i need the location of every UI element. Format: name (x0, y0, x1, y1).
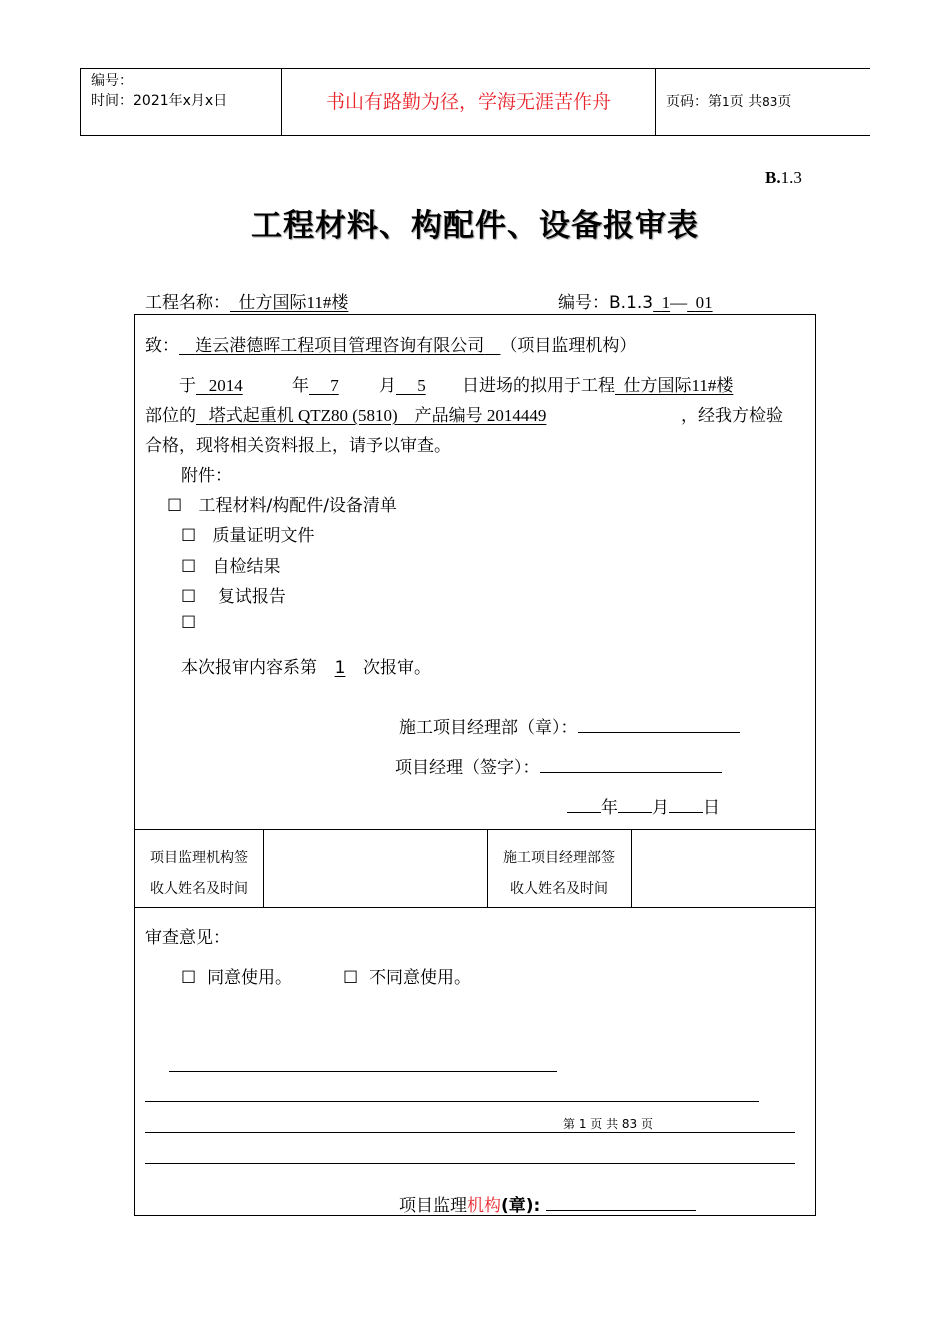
sign-date-row: 年 月 日 (567, 793, 720, 818)
supervisor-receipt-field[interactable] (265, 831, 485, 905)
entry-month: 7 (330, 376, 339, 395)
opinion-line[interactable] (169, 1071, 557, 1072)
opinion-line[interactable] (145, 1163, 795, 1164)
doc-code: B.1.3 (765, 168, 802, 187)
checkbox-icon[interactable]: ☐ (167, 496, 183, 516)
supervisor-seal-row: 项目监理机构(章): (399, 1191, 696, 1216)
product-number: 产品编号 2014449 (414, 406, 547, 425)
submission-count-row: 本次报审内容系第 1 次报审。 (181, 658, 431, 678)
attachment-4[interactable]: ☐ 复试报告 (181, 587, 286, 607)
attachment-2[interactable]: ☐ 质量证明文件 (181, 526, 315, 546)
page-footer: 第 1 页 共 83 页 (563, 1117, 653, 1131)
header-table (80, 68, 870, 136)
attachment-1[interactable]: ☐ 工程材料/构配件/设备清单 (167, 496, 397, 516)
statement-text: 合格，现将相关资料报上，请予以审查。 (145, 436, 451, 456)
supervisor-receipt-label: 项目监理机构签 收人姓名及时间 (150, 850, 248, 897)
opinion-line[interactable] (145, 1132, 795, 1133)
checkbox-icon[interactable]: ☐ (343, 968, 359, 988)
supervisor-seal-field[interactable] (546, 1194, 696, 1211)
contractor-receipt-label: 施工项目经理部签 收人姓名及时间 (503, 850, 615, 897)
checkbox-icon[interactable]: ☐ (181, 557, 197, 577)
header-info-cell (81, 69, 282, 135)
checkbox-icon[interactable]: ☐ (181, 968, 197, 988)
equipment-row: 部位的 塔式起重机 QTZ80 (5810) 产品编号 2014449 ，经我方检验 (145, 406, 783, 426)
attachments-label: 附件： (181, 466, 232, 486)
equipment-name: 塔式起重机 QTZ80 (5810) (208, 406, 398, 425)
dept-seal-row: 施工项目经理部（章）： (399, 713, 740, 738)
entry-year: 2014 (208, 376, 243, 395)
opinion-line[interactable] (145, 1101, 759, 1102)
number-label: 编号： (91, 73, 133, 89)
project-name-row: 工程名称： 仕方国际11#楼 (145, 293, 349, 313)
attachment-5[interactable] (181, 613, 196, 633)
entry-date-row: 于 2014 年 7 月 5 日进场的拟用于工程 仕方国际11#楼 (179, 376, 734, 396)
addressee-row: 致： 连云港德晖工程项目管理咨询有限公司 （项目监理机构） (145, 336, 637, 356)
review-label: 审查意见： (145, 928, 230, 948)
checkbox-icon[interactable]: ☐ (181, 526, 197, 546)
addressee-value: 连云港德晖工程项目管理咨询有限公司 (195, 336, 485, 356)
checkbox-icon[interactable]: ☐ (181, 587, 197, 607)
submission-count: 1 (334, 658, 346, 678)
manager-sign-field[interactable] (540, 756, 722, 773)
project-name-value: 仕方国际11#楼 (238, 293, 349, 312)
time-label: 时间：2021年x月x日 (91, 93, 228, 109)
header-page-info: 页码：第1页 共83页 (666, 94, 792, 110)
disagree-option[interactable]: ☐ 不同意使用。 (343, 968, 472, 988)
divider (135, 829, 815, 830)
project-code-value: 01 (695, 293, 713, 312)
agree-option[interactable]: ☐ 同意使用。 (181, 968, 293, 988)
approval-form (134, 314, 816, 1216)
entry-day: 5 (417, 376, 426, 395)
project-ref: 仕方国际11#楼 (623, 376, 734, 395)
project-code-row: 编号：B.1.3 1— 01 (558, 293, 713, 313)
divider (135, 907, 815, 908)
header-motto: 书山有路勤为径，学海无涯苦作舟 (282, 69, 656, 135)
dept-seal-field[interactable] (578, 716, 740, 733)
manager-sign-row: 项目经理（签字）： (395, 753, 722, 778)
page-title: 工程材料、构配件、设备报审表 (251, 208, 699, 244)
checkbox-icon[interactable]: ☐ (181, 613, 197, 633)
contractor-receipt-field[interactable] (633, 831, 813, 905)
attachment-3[interactable]: ☐ 自检结果 (181, 557, 281, 577)
divider (263, 829, 264, 907)
divider (631, 829, 632, 907)
